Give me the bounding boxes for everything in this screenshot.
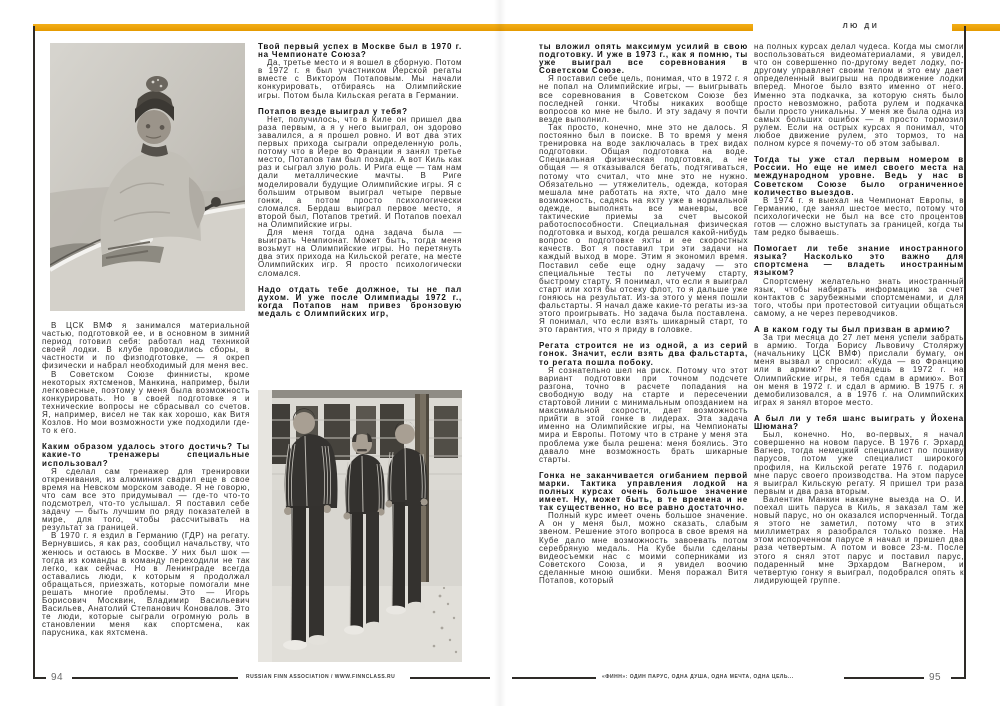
interview-answer: Валентин Манкин накануне выезда на О. И. поехал шить паруса в Киль, я заказал там же новый парус, но он оказался испорченный. Тогда я этого не заметил, потому что в этих миллиметрах я разобрался только позже. На этом испорченном парусе я начал и пришел два раза четвертым. А потом и вовсе 23-м. После этого я снял этот парус и поставил парус, подаренный мне Эрхардом Вагнером, и четвертую гонку я выиграл, подобрался опять к лидирующей группе. <box>754 494 964 585</box>
footer-rule-left-a <box>72 677 238 679</box>
right-column-1 <box>539 43 748 667</box>
section-label: ЛЮ ДИ <box>842 23 880 30</box>
footer-rule-right-b <box>844 677 924 679</box>
interview-question: А в каком году ты был призван в армию? <box>754 325 951 334</box>
accent-bar-top-right <box>952 24 1000 31</box>
interview-answer: Да, третье место и я вошел в сборную. Потом в 1972 г. я был участником Йерской регаты вместе с Виктором Потаповым. Мы начали конкурировать, отбираясь на Олимпийские игры. Потом была Кильская регата в Германии. <box>258 58 462 100</box>
left-column-2 <box>258 43 462 388</box>
three-sailors-photo <box>258 390 462 662</box>
footer-corner-rule-left <box>33 677 46 679</box>
interview-answer: Нет, получилось, что в Киле он пришел два раза первым, а я у него выиграл, он здорово завалился, а я прошел ровно. И вот два этих первых прихода сыграли определенную роль, потому что в Йере во Франции я занял третье место, Потапов там был позади. А вот Киль как раз и сыграл злую роль. И Рига еще — там нам дали металлические мачты. В Риге моделировали будущие Олимпийские игры. Я с большим отрывом выиграл четыре первые гонки, а потом просто психологически сломался. Бердаш выиграл первое место, я второй был, Потапов третий. И Потапов поехал на Олимпийские игры. <box>258 114 462 229</box>
accent-bar-top-left <box>33 24 753 31</box>
right-edge-rule <box>964 26 966 678</box>
page-number-left: 94 <box>51 672 64 683</box>
right-column-2 <box>754 43 964 667</box>
left-column-1 <box>42 322 250 666</box>
yachtsman-photo-art <box>50 43 245 311</box>
interview-answer: Для меня тогда одна задача была — выиграть Чемпионат. Может быть, тогда меня возьмут на Олимпийские игры. Но перетянуть два этих прихода на Кильской регате, на месте Олимпийских игр. Я просто психологически сломался. <box>258 228 462 278</box>
interview-answer: Я сознательно шел на риск. Потому что этот вариант подготовки при точном подсчете разгона, точно в расчете попадания на свободную воду на старте и пересечении стартовой линии с минимальным опозданием на максимальной скорости, дает возможность прийти в этой гонке в лидерах. Эта задача именно на Олимпийские игры, на Чемпионаты мира и Европы. Потому что в стране у меня эта проблема уже была решена: меня боялись. Это давало мне возможность брать шикарные старты. <box>539 365 748 464</box>
interview-question: Каким образом удалось этого достичь? Ты какие-то тренажеры специальные использовал? <box>42 442 250 468</box>
interview-answer: В 1974 г. я выехал на Чемпионат Европы, в Германию, где занял шестое место, потому что психологически не был на все сто процентов готов — сложно выступать за границей, когда ты там редко бываешь. <box>754 195 964 238</box>
interview-answer: В Советском Союзе финнисты, кроме некоторых яхтсменов, Манкина, например, были легковесные, поэтому у меня была возможность конкурировать. Но в своей подготовке я и технические вопросы не сбрасывал со счетов. Я, например, висел не так как хорошо, как Витя Козлов. Но мои возможности уже подходили где-то к его. <box>42 369 250 436</box>
three-sailors-photo-art <box>258 390 462 662</box>
interview-answer: Я сделал сам тренажер для тренировки откренивания, из алюминия сварил еще в свое время на Невском морском заводе. Я не говорю, что сам все это придумывал — где-то что-то подсмотрел, что-то услышал. Я поставил себе задачу — быть лучшим по ряду показателей в мире, для того, чтобы рассчитывать на результат за границей. <box>42 466 250 533</box>
page-gutter <box>494 0 506 706</box>
footer-slogan: «ФИНН»: ОДИН ПАРУС, ОДНА ДУША, ОДНА МЕЧТА, ОДНА ЦЕЛЬ... <box>602 674 794 680</box>
footer-corner-rule-right <box>951 677 966 679</box>
interview-answer: Был, конечно. Но, во-первых, я начал совершенно на новом парусе. В 1976 г. Эрхард Вагнер, тогда немецкий специалист по пошиву парусов, потом уже специалист широкого профиля, на Кильской регате 1976 г. подарил мне парус своего производства. На этом парусе я выиграл Кильскую регату. Я пришел три раза первым и два раза вторым. <box>754 430 964 496</box>
interview-question: А был ли у тебя шанс выиграть у Йохена Шюмана? <box>754 413 964 432</box>
page-number-right: 95 <box>929 672 942 683</box>
footer-credit: RUSSIAN FINN ASSOCIATION / WWW.FINNCLASS.RU <box>246 674 396 680</box>
interview-answer: Я поставил себе цель, понимая, что в 1972 г. я не попал на Олимпийские игры, — выигрывать все соревнования в Советском Союзе без последней гонки. Чтобы никаких вообще вопросов ко мне не было. И эту задачу я почти везде выполнил. <box>539 74 748 124</box>
yachtsman-by-boat-photo <box>50 43 245 311</box>
interview-question: Твой первый успех в Москве был в 1970 г. на Чемпионате Союза? <box>258 43 462 60</box>
interview-answer: В 1970 г. я ездил в Германию (ГДР) на регату. Вернувшись, я как раз, сообщил начальству, что женюсь и остаюсь в Москве. У них был шок — тогда из команды в команду переходили не так легко, как сейчас. Но в Ленинграде всегда оставались люди, к которым я продолжал обращаться, приезжать, которые помогали мне решать многие проблемы. Это — Игорь Борисович Москвин, Владимир Васильевич Васильев, Анатолий Степанович Коновалов. Это те люди, которые сыграли огромную роль в становлении меня как спортсмена, как парусника, как яхтсмена. <box>42 531 250 638</box>
footer-rule-right-a <box>512 677 596 679</box>
interview-question: Помогает ли тебе знание иностранного языка? Насколько это важно для спортсмена — владеть иностранным языком? <box>754 244 964 278</box>
interview-answer: Спортсмену желательно знать иностранный язык, чтобы набирать информацию за счет контактов с зарубежными спортсменами, и для того, чтобы при протестовой ситуации общаться самому, а не через переводчиков. <box>754 276 964 318</box>
interview-question: ты вложил опять максимум усилий в свою подготовку. И уже в 1973 г., как я помню, ты уже выиграл все соревнования в Советском Союзе. <box>539 43 748 76</box>
interview-answer: на полных курсах делал чудеса. Когда мы смогли воспользоваться видеоматериалами, я увидел, что он совершенно по-другому ведет лодку, по-другому управляет своим телом и это ему дает определенный выигрыш на продвижение лодки вперед. Многое было взято именно от него. Именно эта подкачка, за которую снять было просто невозможно, работа рулем и подкачка были просто уникальны. У меня же была одна из самых больших ошибок — я просто тормозил рулем. Если на острых курсах я понимал, что любое движение рулем, это тормоз, то на полном курсе я почему-то об этом забывал. <box>754 43 964 149</box>
interview-question: Гонка не заканчивается огибанием первой марки. Тактика управления лодкой на полных курсах очень большое значение имеет. Ну, может быть, в те времена и не так существенно, но все равно достаточно. <box>539 470 748 513</box>
interview-answer: За три месяца до 27 лет меня успели забрать в армию. Тогда Борису Львовичу Столяржу (начальнику ЦСК ВМФ) прислали бумагу, он меня вызвал и спросил: «Куда — во Францию или в армию? Не попадешь в 1972 г. на Олимпийские игры, я тебя сдам в армию». Вот он меня в 1972 г. и сдал в армию. В 1975 г. я демобилизовался, а в 1976 г. на Олимпийских играх я занял второе место. <box>754 333 964 407</box>
footer-rule-left-b <box>410 677 490 679</box>
left-edge-rule <box>33 26 35 678</box>
interview-question: Регата строится не из одной, а из серий гонок. Значит, если взять два фальстарта, то регата пошла побоку. <box>539 341 748 367</box>
interview-answer: Так просто, конечно, мне это не далось. Я постоянно был в поиске. В то время у меня тренировка на воде заключалась в трех видах подготовки. Общая подготовка на воде. Специальная физическая подготовка, а не общая — я отказывался бегать, подтягиваться, потому что считал, что мне это не нужно. Обязательно — утяжелитель, одежда, которая мешала мне работать на яхте, что дало мне возможность, садясь на яхту уже в нормальной одежде, выполнять все маневры, все тактические приемы за счет высокой работоспособности. Специальная физическая подготовка и выход, когда решался какой-нибудь вопрос о подготовке яхты и ее скоростных качеств. Вот я поставил три эти задачи на каждый выход в море. Этим я экономил время. Поставил себе еще одну задачу — это специальные тесты по летучему старту, быстрому старту. Я понимал, что если я выиграл старт или хотя бы отсеку флот, то я дальше уже гоняюсь на результат. Из-за этого у меня пошли фальстарты. Я начал даже какие-то регаты из-за этого проигрывать. Но задача была поставлена. Я понимал, что если взять шикарный старт, то это гарантия, что я приду в головке. <box>539 122 748 335</box>
interview-question: Надо отдать тебе должное, ты не пал духом. И уже после Олимпиады 1972 г., когда Потапов нам привез бронзовую медаль с Олимпийских игр, <box>258 284 462 318</box>
interview-answer: Полный курс имеет очень большое значение. А он у меня был, можно сказать, слабым звеном. Решение этого вопроса в свое время на Кубе дало мне возможность завоевать потом серебряную медаль. На Кубе были сделаны видеосъемки нас с моими соперниками из Советского Союза, и я увидел воочию сделанные мною ошибки. Меня поражал Витя Потапов, который <box>539 511 748 585</box>
interview-question: Тогда ты уже стал первым номером в России. Но еще не имел своего места на международном уровне. Ведь у нас в Советском Союзе было ограниченное количество выездов. <box>754 155 964 197</box>
interview-question: Потапов везде выиграл у тебя? <box>258 106 408 116</box>
interview-answer: В ЦСК ВМФ я занимался материальной частью, подготовкой ее, и в основном в зимний период готовил себя: работал над техникой своей лодки. В клубе проводились сборы, в частности и по физподготовке, — я окреп физически и набрал необходимый для меня вес. <box>42 322 250 371</box>
